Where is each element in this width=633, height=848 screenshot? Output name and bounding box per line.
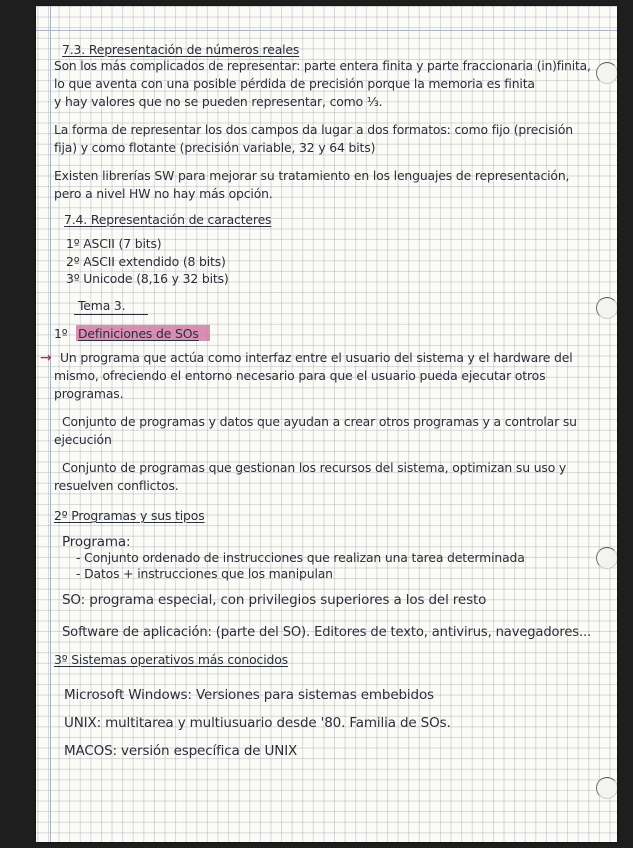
text-line: Conjunto de programas que gestionan los recursos del sistema, optimizan su uso y bbox=[62, 460, 567, 475]
text-line: UNIX: multitarea y multiusuario desde '80. Familia de SOs. bbox=[64, 715, 451, 731]
list-item: 3º Unicode (8,16 y 32 bits) bbox=[66, 271, 229, 286]
text-line: La forma de representar los dos campos da lugar a dos formatos: como fijo (precisión bbox=[54, 122, 573, 137]
section-title-7-3: 7.3. Representación de números reales bbox=[62, 42, 300, 57]
section-number: 1º bbox=[54, 326, 68, 341]
binder-hole bbox=[596, 297, 617, 319]
text-line: Software de aplicación: (parte del SO). Editores de texto, antivirus, navegadores... bbox=[62, 624, 592, 640]
binder-hole bbox=[596, 777, 617, 799]
text-line: lo que aventa con una posible pérdida de precisión porque la memoria es finita bbox=[54, 76, 535, 91]
text-line: pero a nivel HW no hay más opción. bbox=[54, 186, 273, 201]
text-line: programas. bbox=[54, 386, 124, 401]
text-line: MACOS: versión específica de UNIX bbox=[64, 743, 298, 759]
notebook-page bbox=[36, 6, 617, 842]
section-title-7-4: 7.4. Representación de caracteres bbox=[64, 212, 272, 227]
arrow-icon: → bbox=[40, 350, 52, 366]
margin-line bbox=[50, 6, 51, 842]
text-line: Son los más complicados de representar: parte entera finita y parte fraccionaria (in)finita, bbox=[54, 58, 591, 73]
binder-hole bbox=[596, 62, 617, 84]
text-line: SO: programa especial, con privilegios superiores a los del resto bbox=[62, 592, 487, 608]
text-line: ejecución bbox=[54, 432, 112, 447]
top-margin-line bbox=[36, 30, 617, 31]
list-item: 2º ASCII extendido (8 bits) bbox=[66, 254, 226, 269]
section-title-definiciones: Definiciones de SOs bbox=[78, 326, 199, 341]
text-line: - Conjunto ordenado de instrucciones que realizan una tarea determinada bbox=[76, 550, 525, 565]
list-item: 1º ASCII (7 bits) bbox=[66, 236, 162, 251]
text-line: mismo, ofreciendo el entorno necesario para que el usuario pueda ejecutar otros bbox=[54, 368, 546, 383]
text-line: - Datos + instrucciones que los manipulan bbox=[76, 566, 333, 581]
text-line: Conjunto de programas y datos que ayudan a crear otros programas y a controlar su bbox=[62, 414, 577, 429]
binder-hole bbox=[596, 547, 617, 569]
section-title-sistemas: 3º Sistemas operativos más conocidos bbox=[54, 652, 288, 667]
section-title-programas: 2º Programas y sus tipos bbox=[54, 508, 205, 523]
text-line: Microsoft Windows: Versiones para sistemas embebidos bbox=[64, 687, 434, 703]
tema-label: Tema 3. bbox=[78, 298, 126, 313]
text-line: fija) y como flotante (precisión variable, 32 y 64 bits) bbox=[54, 140, 376, 155]
text-line: Programa: bbox=[62, 534, 131, 550]
text-line: y hay valores que no se pueden representar, como ⅓. bbox=[54, 94, 383, 109]
text-line: Existen librerías SW para mejorar su tratamiento en los lenguajes de representación, bbox=[54, 168, 570, 183]
text-line: resuelven conflictos. bbox=[54, 478, 179, 493]
text-line: Un programa que actúa como interfaz entre el usuario del sistema y el hardware del bbox=[60, 350, 573, 365]
